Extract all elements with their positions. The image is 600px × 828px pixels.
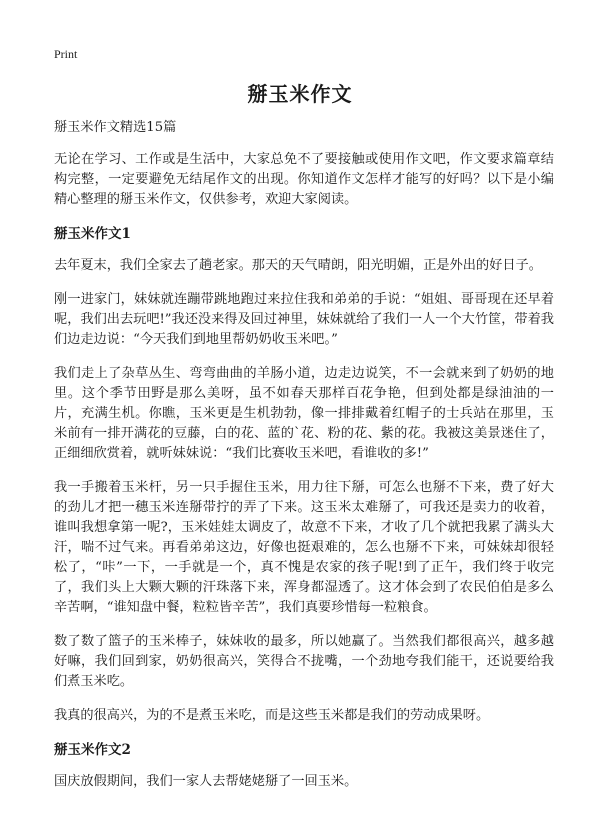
- intro-paragraph: 无论在学习、工作或是生活中，大家总免不了要接触或使用作文吧，作文要求篇章结构完整，一定要避免无结尾作文的出现。你知道作文怎样才能写的好吗？以下是小编精心整理的掰玉米作文，仅供参考，欢迎大家阅读。: [54, 152, 554, 207]
- essay-2-paragraph: 国庆放假期间，我们一家人去帮姥姥掰了一回玉米。: [54, 774, 358, 789]
- document-title: 掰玉米作文: [247, 82, 353, 106]
- essay-1-paragraph: 数了数了篮子的玉米棒子，妹妹收的最多，所以她赢了。当然我们都很高兴，越多越好嘛，我们回到家，奶奶很高兴，笑得合不拢嘴，一个劲地夸我们能干，还说要给我们煮玉米吃。: [54, 634, 554, 689]
- essay-1-paragraph: 我一手搬着玉米杆，另一只手握住玉米，用力往下掰，可怎么也掰不下来，费了好大的劲儿才把一穗玉米连掰带拧的弄了下来。这玉米太难掰了，可我还是卖力的收着，谁叫我想拿第一呢?，玉米娃娃太调皮了，故意不下来，才收了几个就把我累了满头大汗，喘不过气来。再看弟弟这边，好像也挺艰难的，怎么也掰不下来，可妹妹却很轻松了，“咔”一下，一手就是一个，真不愧是农家的孩子呢!到了正午，我们终于收完了，我们头上大颗大颗的汗珠落下来，浑身都湿透了。这才体会到了农民伯伯是多么辛苦啊，“谁知盘中餐，粒粒皆辛苦”，我们真要珍惜每一粒粮食。: [54, 480, 554, 615]
- print-label: Print: [54, 47, 78, 61]
- essay-1-heading: 掰玉米作文1: [54, 226, 131, 242]
- essay-1-paragraph: 我真的很高兴，为的不是煮玉米吃，而是这些玉米都是我们的劳动成果呀。: [54, 708, 490, 723]
- document-subtitle: 掰玉米作文精选15篇: [54, 120, 177, 135]
- essay-1-paragraph: 去年夏末，我们全家去了趟老家。那天的天气晴朗，阳光明媚，正是外出的好日子。: [54, 258, 542, 273]
- document-body: [54, 118, 554, 806]
- essay-1-paragraph: 刚一进家门，妹妹就连蹦带跳地跑过来拉住我和弟弟的手说：“姐姐、哥哥现在还早着呢，我们出去玩吧!”我还没来得及回过神里，妹妹就给了我们一人一个大竹筐，带着我们边走边说：“今天我们到地里帮奶奶收玉米吧。”: [54, 292, 554, 347]
- essay-1-paragraph: 我们走上了杂草丛生、弯弯曲曲的羊肠小道，边走边说笑，不一会就来到了奶奶的地里。这个季节田野是那么美呀，虽不如春天那样百花争艳，但到处都是绿油油的一片，充满生机。你瞧，玉米更是生机勃勃，像一排排戴着红帽子的士兵站在那里，玉米前有一排开满花的豆藤，白的花、蓝的`花、粉的花、紫的花。我被这美景迷住了，正细细欣赏着，就听妹妹说：“我们比赛收玉米吧，看谁收的多!”: [54, 366, 554, 461]
- essay-2-heading: 掰玉米作文2: [54, 742, 131, 758]
